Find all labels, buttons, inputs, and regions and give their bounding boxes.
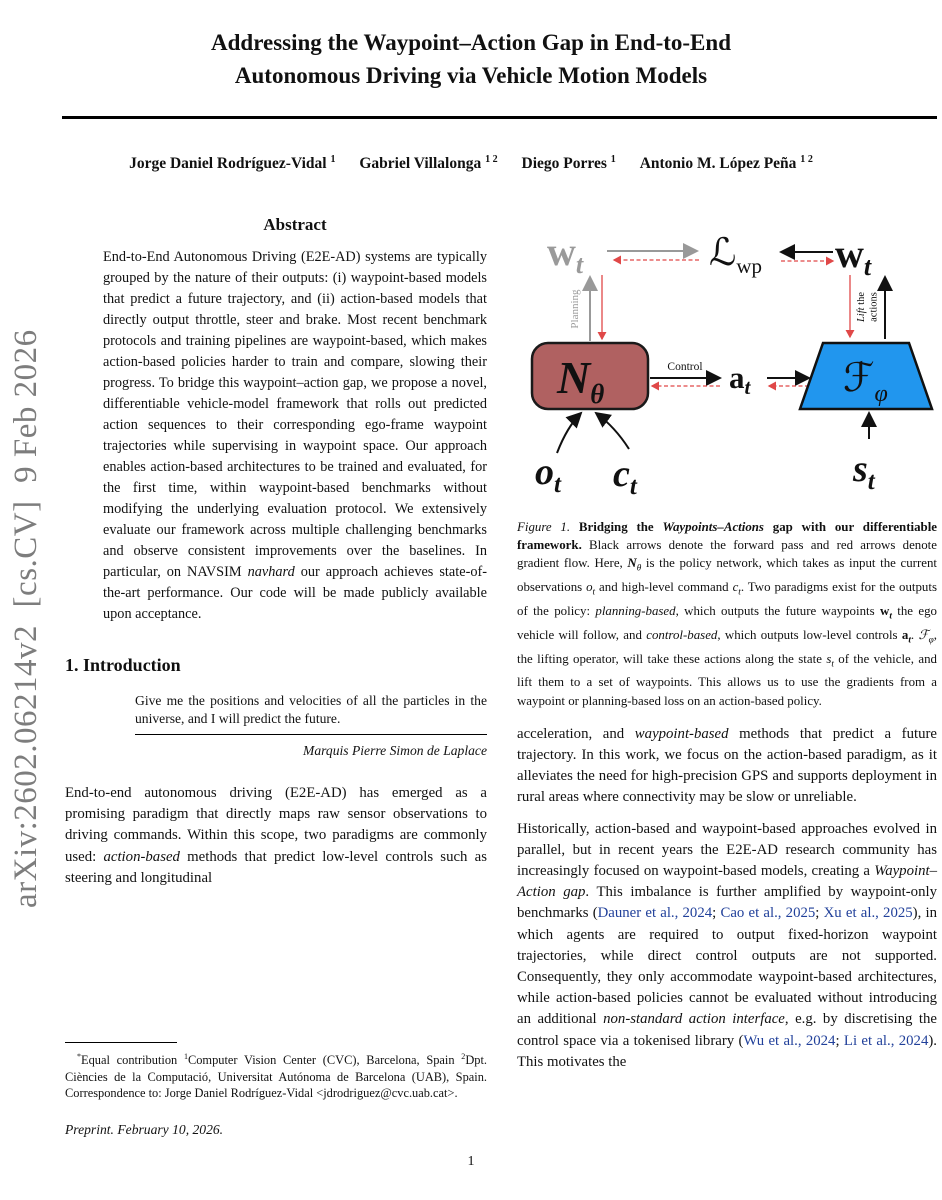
forward-arrow-obs-to-policy xyxy=(557,413,581,453)
title-rule xyxy=(62,116,937,119)
author-3 xyxy=(522,155,616,172)
citation-link[interactable]: Dauner et al., 2024 xyxy=(597,905,713,922)
caption-segment: , which outputs low-level controls xyxy=(717,627,902,642)
caption-segment: Bridging the xyxy=(570,520,663,534)
paragraph-text: methods that predict low-level controls such as steering and longitudinal xyxy=(65,848,487,886)
math-state: $s_t$ xyxy=(826,651,834,670)
figure1-diagram xyxy=(517,221,937,506)
footnote-segment: Computer Vision Center (CVC), Barcelona, Spain xyxy=(187,1053,462,1068)
caption-segment: is the policy network, which takes as input the current observations xyxy=(517,556,937,595)
caption-segment: Waypoints–Actions xyxy=(662,520,764,534)
arxiv-watermark: arXiv:2602.06214v2 [cs.CV] 9 Feb 2026 xyxy=(8,329,44,908)
policy-network-symbol: $N_\theta$ xyxy=(557,352,605,409)
author-name: Antonio M. López Peña xyxy=(639,155,797,173)
title-line-1: Addressing the Waypoint–Action Gap in End-to-End xyxy=(211,30,731,55)
lift-label-line2: actions xyxy=(868,292,880,322)
italic-term: action-based xyxy=(103,848,180,865)
left-column xyxy=(65,205,487,889)
math-actions: $a_t$ xyxy=(901,627,911,646)
footnote-block xyxy=(65,1042,487,1139)
math-policy-symbol: $N_\theta$ xyxy=(627,556,642,574)
action-node: at xyxy=(729,360,751,399)
paragraph-text: Historically, action-based and waypoint-based approaches evolved in parallel, but in recent years the E2E-AD research community has increasingly focused on waypoint-based models, creating a xyxy=(517,820,937,879)
footnote-segment: Equal contribution xyxy=(81,1053,184,1068)
caption-segment: . Two paradigms exist for the outputs of the policy: xyxy=(517,580,937,618)
paper-title xyxy=(0,26,942,92)
black-waypoints-node: $w_t$ xyxy=(835,231,872,281)
author-affiliation-sup: 1 xyxy=(330,154,336,165)
math-lift-operator: ℱ$_\varphi$ xyxy=(918,627,934,646)
author-name: Diego Porres xyxy=(521,155,607,173)
waypoint-loss-node: ℒ$_{wp}$ xyxy=(709,232,763,278)
paragraph-text: ), in which agents are required to output fixed-horizon waypoint trajectories, while direct control outputs are not supported. Consequently, they only accommodate waypoint-based architectures, while action-based policies cannot be evaluated without introducing an additional xyxy=(517,905,937,1028)
quote-rule xyxy=(135,734,487,735)
observations-node: $o_t$ xyxy=(535,451,561,498)
paragraph-text: ; xyxy=(712,905,721,922)
right-paragraph-1 xyxy=(517,724,937,809)
forward-arrow-cmd-to-policy xyxy=(596,413,629,449)
author-affiliation-sup: 1 2 xyxy=(485,154,498,165)
caption-segment: , the lifting operator, will take these actions along the state xyxy=(517,627,937,666)
citation-link[interactable]: Wu et al., 2024 xyxy=(743,1032,836,1049)
abstract-text: our approach achieves state-of-the-art performance. Our code will be made publicly available upon acceptance. xyxy=(103,564,487,622)
paragraph-text: ; xyxy=(835,1032,844,1049)
author-2 xyxy=(359,155,497,172)
paragraph-text: . This imbalance is further amplified by waypoint-only benchmarks ( xyxy=(517,884,937,922)
figure1-caption xyxy=(517,518,937,710)
quote-attribution: Marquis Pierre Simon de Laplace xyxy=(303,743,487,758)
citation-link[interactable]: Cao et al., 2025 xyxy=(720,905,816,922)
state-node: $s_t$ xyxy=(853,448,875,495)
caption-segment: gap with our differentiable framework. xyxy=(517,520,938,553)
equal-contribution-star: * xyxy=(77,1052,82,1061)
author-4 xyxy=(640,155,813,172)
caption-segment: the ego vehicle will follow, and xyxy=(517,603,937,642)
italic-term: planning-based xyxy=(595,603,676,618)
author-1 xyxy=(129,155,335,172)
right-paragraph-2 xyxy=(517,819,937,1073)
footnote-rule xyxy=(65,1042,177,1043)
control-label: Control xyxy=(667,361,703,373)
footnote-text xyxy=(65,1049,487,1102)
planning-label: Planning xyxy=(569,289,581,329)
section-heading-introduction: 1. Introduction xyxy=(65,655,181,675)
gray-waypoints-node: $w_t$ xyxy=(547,229,584,279)
math-waypoints: $w_t$ xyxy=(880,603,892,622)
citation-link[interactable]: Li et al., 2024 xyxy=(843,1032,929,1049)
authors-line xyxy=(0,154,942,173)
lift-label-line1: Lift the xyxy=(856,291,867,323)
caption-segment: Black arrows denote the forward pass and red arrows denote gradient flow. Here, xyxy=(517,538,937,571)
paragraph-text: , e.g. by discretising the control space via a tokenised library ( xyxy=(517,1011,937,1049)
preprint-date-line: Preprint. February 10, 2026. xyxy=(65,1121,224,1137)
abstract-body xyxy=(103,247,487,625)
math-command: $c_t$ xyxy=(732,580,741,598)
title-line-2: Autonomous Driving via Vehicle Motion Models xyxy=(234,63,708,88)
caption-segment: of the vehicle, and lift them to a set of waypoints. This allows us to use the gradients from a waypoint or planning-based loss on an action-based policy. xyxy=(517,651,938,708)
page-number: 1 xyxy=(467,1154,475,1169)
abstract-italic-navhard: navhard xyxy=(247,564,295,580)
citation-link[interactable]: Xu et al., 2025 xyxy=(823,905,913,922)
italic-term: waypoint-based xyxy=(634,725,729,742)
paragraph-text: acceleration, and xyxy=(517,725,635,742)
abstract-text: End-to-End Autonomous Driving (E2E-AD) systems are typically grouped by the nature of their outputs: (i) waypoint-based models that predict a future trajectory, and (ii) action-based models that directly output throttle, steer and brake. Most recent benchmark protocols and training pipelines are waypoint-based, which makes action-based policies harder to train and compare, slowing their progress. To bridge this waypoint–action gap, we propose a novel, differentiable vehicle-model framework that rolls out predicted action sequences to their corresponding ego-frame waypoint trajectories while supervising in waypoint space. Our approach enables action-based architectures to be trained and evaluated, for the first time, within waypoint-based benchmarks without modifying the underlying evaluation protocol. We extensively evaluate our framework across multiple challenging benchmarks and observe consistent improvements over the baselines. In particular, on NAVSIM xyxy=(103,249,487,580)
footnote-segment: Dpt. Ciències de la Computació, Universitat Autónoma de Barcelona (UAB), Spain. Correspondence to: Jorge Daniel Rodríguez-Vidal <jdrodriguez@cvc.uab.cat>. xyxy=(65,1053,487,1101)
paragraph-text: ; xyxy=(815,905,824,922)
paragraph-text: ). This motivates the xyxy=(517,1032,937,1070)
intro-paragraph xyxy=(65,783,487,889)
author-affiliation-sup: 1 2 xyxy=(800,154,813,165)
author-name: Gabriel Villalonga xyxy=(359,155,482,173)
italic-term: non-standard action interface xyxy=(603,1011,785,1028)
epigraph-quote: Give me the positions and velocities of all the particles in the universe, and I will predict the future. xyxy=(135,693,487,726)
caption-segment: , which outputs the future waypoints xyxy=(675,603,880,618)
abstract-heading: Abstract xyxy=(263,215,327,234)
affiliation-sup-2: 2 xyxy=(461,1052,466,1061)
paragraph-text: End-to-end autonomous driving (E2E-AD) has emerged as a promising paradigm that directly maps raw sensor observations to driving commands. Within this scope, two paradigms are commonly used: xyxy=(65,785,487,865)
affiliation-sup-1: 1 xyxy=(183,1052,188,1061)
author-affiliation-sup: 1 xyxy=(610,154,616,165)
lifting-operator-symbol: ℱ$_\varphi$ xyxy=(843,355,888,407)
math-observations: $o_t$ xyxy=(586,580,596,598)
paragraph-text: methods that predict a future trajectory. In this work, we focus on the action-based paradigm, as it alleviates the need for high-precision GPS and supports deployment in rural areas where connectivity may be slow or unreliable. xyxy=(517,725,937,806)
caption-segment: . xyxy=(910,627,919,642)
author-name: Jorge Daniel Rodríguez-Vidal xyxy=(129,155,327,173)
figure-label: Figure 1. xyxy=(517,520,571,534)
italic-term: control-based xyxy=(646,627,718,642)
italic-term: Waypoint–Action gap xyxy=(517,862,937,901)
command-node: $c_t$ xyxy=(613,453,637,500)
caption-segment: and high-level command xyxy=(595,580,733,595)
right-column xyxy=(517,205,937,1073)
